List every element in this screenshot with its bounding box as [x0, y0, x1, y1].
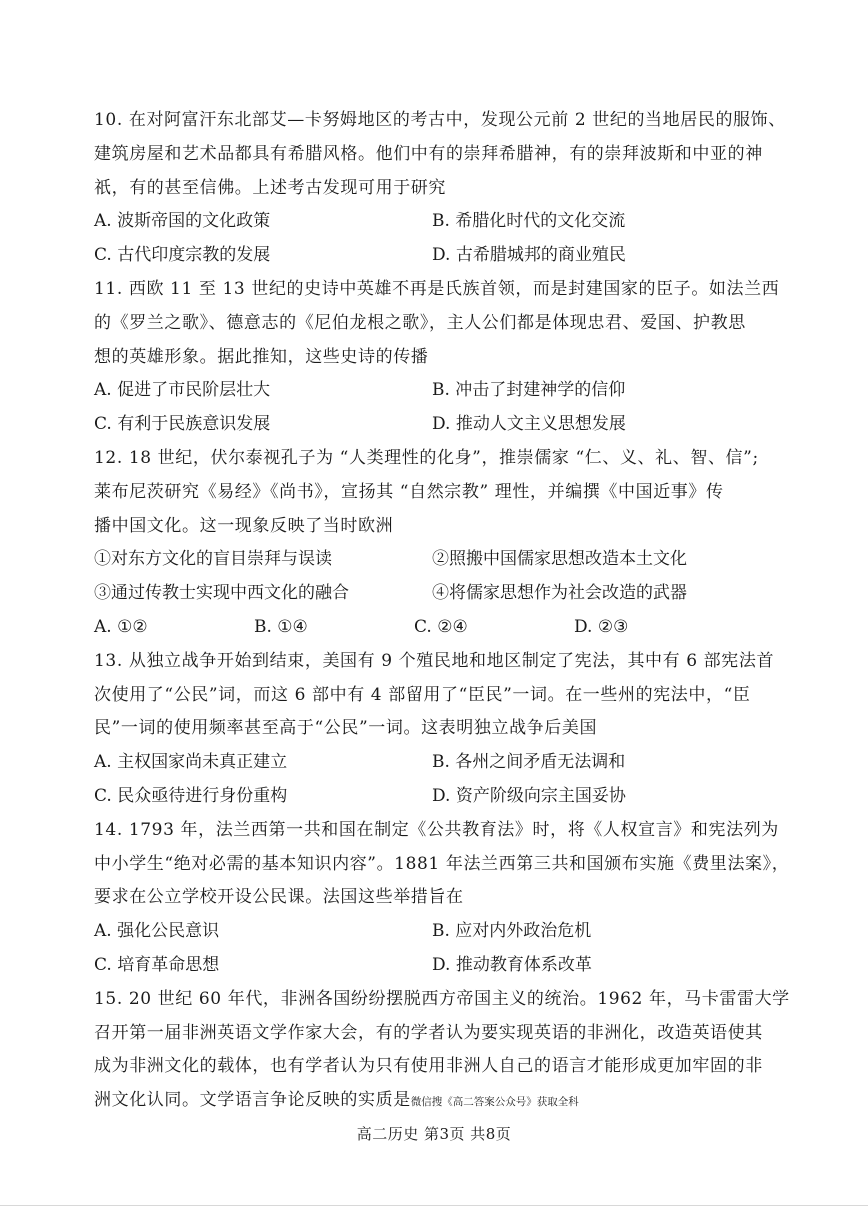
option-row — [94, 746, 814, 780]
question-text-line: 12. 18 世纪，伏尔泰视孔子为 “人类理性的化身”，推崇儒家 “仁、义、礼、智、信”; — [94, 447, 759, 468]
question-area — [94, 104, 814, 1118]
statement-2: ②照搬中国儒家思想改造本土文化 — [432, 549, 687, 570]
question-text-line: 民”一词的使用频率甚至高于“公民”一词。这表明独立战争后美国 — [94, 718, 598, 739]
option-a: A. ①② — [94, 616, 148, 637]
question-text-line: 中小学生“绝对必需的基本知识内容”。1881 年法兰西第三共和国颁布实施《费里法案》， — [94, 853, 790, 874]
option-d: D. 古希腊城邦的商业殖民 — [432, 245, 626, 266]
question-text-line: 想的英雄形象。据此推知，这些史诗的传播 — [94, 346, 429, 367]
statement-3: ③通过传教士实现中西文化的融合 — [94, 583, 349, 604]
watermark-text: 微信搜《高二答案公众号》获取全科 — [410, 1096, 579, 1109]
option-b: B. ①④ — [254, 616, 308, 637]
question-text-line: 15. 20 世纪 60 年代，非洲各国纷纷摆脱西方帝国主义的统治。1962 年，马卡雷雷大学 — [94, 988, 790, 1009]
question-text-line: 次使用了“公民”词，而这 6 部中有 4 部留用了“臣民”一词。在一些州的宪法中，“臣 — [94, 684, 751, 705]
question-text-tail: 洲文化认同。文学语言争论反映的实质是 — [94, 1090, 411, 1111]
question-text-line: 建筑房屋和艺术品都具有希腊风格。他们中有的崇拜希腊神，有的崇拜波斯和中亚的神 — [94, 143, 763, 164]
question-text-line: 要求在公立学校开设公民课。法国这些举措旨在 — [94, 887, 464, 908]
option-b: B. 希腊化时代的文化交流 — [432, 211, 626, 232]
option-row — [94, 915, 814, 949]
statement-row — [94, 577, 814, 611]
option-row — [94, 611, 814, 645]
question-13 — [94, 645, 814, 814]
option-row — [94, 239, 814, 273]
option-c: C. 有利于民族意识发展 — [94, 414, 271, 435]
option-a: A. 波斯帝国的文化政策 — [94, 211, 271, 232]
question-10 — [94, 104, 814, 273]
page-footer: 高二历史 第3页 共8页 — [356, 1125, 512, 1143]
option-d: D. 推动人文主义思想发展 — [432, 414, 626, 435]
question-15 — [94, 983, 814, 1118]
option-a: A. 促进了市民阶层壮大 — [94, 380, 271, 401]
question-text-line: 13. 从独立战争开始到结束，美国有 9 个殖民地和地区制定了宪法，其中有 6 部宪法首 — [94, 650, 775, 671]
option-d: D. 资产阶级向宗主国妥协 — [432, 785, 626, 806]
statement-row — [94, 543, 814, 577]
option-c: C. ②④ — [414, 616, 468, 637]
question-11 — [94, 273, 814, 442]
question-14 — [94, 814, 814, 983]
question-text-line: 成为非洲文化的载体，也有学者认为只有使用非洲人自己的语言才能形成更加牢固的非 — [94, 1056, 763, 1077]
option-row — [94, 780, 814, 814]
statement-1: ①对东方文化的盲目崇拜与误读 — [94, 549, 332, 570]
option-row — [94, 408, 814, 442]
option-row — [94, 374, 814, 408]
option-a: A. 强化公民意识 — [94, 921, 220, 942]
question-text-line — [94, 1084, 814, 1118]
option-d: D. ②③ — [574, 616, 629, 637]
option-row — [94, 949, 814, 983]
option-b: B. 各州之间矛盾无法调和 — [432, 752, 626, 773]
question-text-line: 召开第一届非洲英语文学作家大会，有的学者认为要实现英语的非洲化，改造英语使其 — [94, 1022, 763, 1043]
option-a: A. 主权国家尚未真正建立 — [94, 752, 288, 773]
scan-edge-divider — [0, 1205, 868, 1206]
question-12 — [94, 442, 814, 645]
question-text-line: 10. 在对阿富汗东北部艾—卡努姆地区的考古中，发现公元前 2 世纪的当地居民的服饰、 — [94, 110, 786, 130]
option-b: B. 冲击了封建神学的信仰 — [432, 380, 626, 401]
question-text-line: 祇，有的甚至信佛。上述考古发现可用于研究 — [94, 177, 446, 198]
question-text-line: 莱布尼茨研究《易经》《尚书》，宣扬其 “自然宗教” 理性，并编撰《中国近事》传 — [94, 481, 724, 502]
option-b: B. 应对内外政治危机 — [432, 921, 592, 942]
option-d: D. 推动教育体系改革 — [432, 954, 592, 975]
question-text-line: 的《罗兰之歌》、德意志的《尼伯龙根之歌》，主人公们都是体现忠君、爱国、护教思 — [94, 312, 746, 333]
option-c: C. 培育革命思想 — [94, 954, 220, 975]
option-c: C. 古代印度宗教的发展 — [94, 245, 271, 266]
option-row — [94, 205, 814, 239]
question-text-line: 播中国文化。这一现象反映了当时欧洲 — [94, 515, 394, 536]
question-text-line: 11. 西欧 11 至 13 世纪的史诗中英雄不再是氏族首领，而是封建国家的臣子。如法兰西 — [94, 278, 780, 299]
statement-4: ④将儒家思想作为社会改造的武器 — [432, 583, 687, 604]
question-text-line: 14. 1793 年，法兰西第一共和国在制定《公共教育法》时，将《人权宣言》和宪法列为 — [94, 819, 779, 840]
option-c: C. 民众亟待进行身份重构 — [94, 785, 288, 806]
